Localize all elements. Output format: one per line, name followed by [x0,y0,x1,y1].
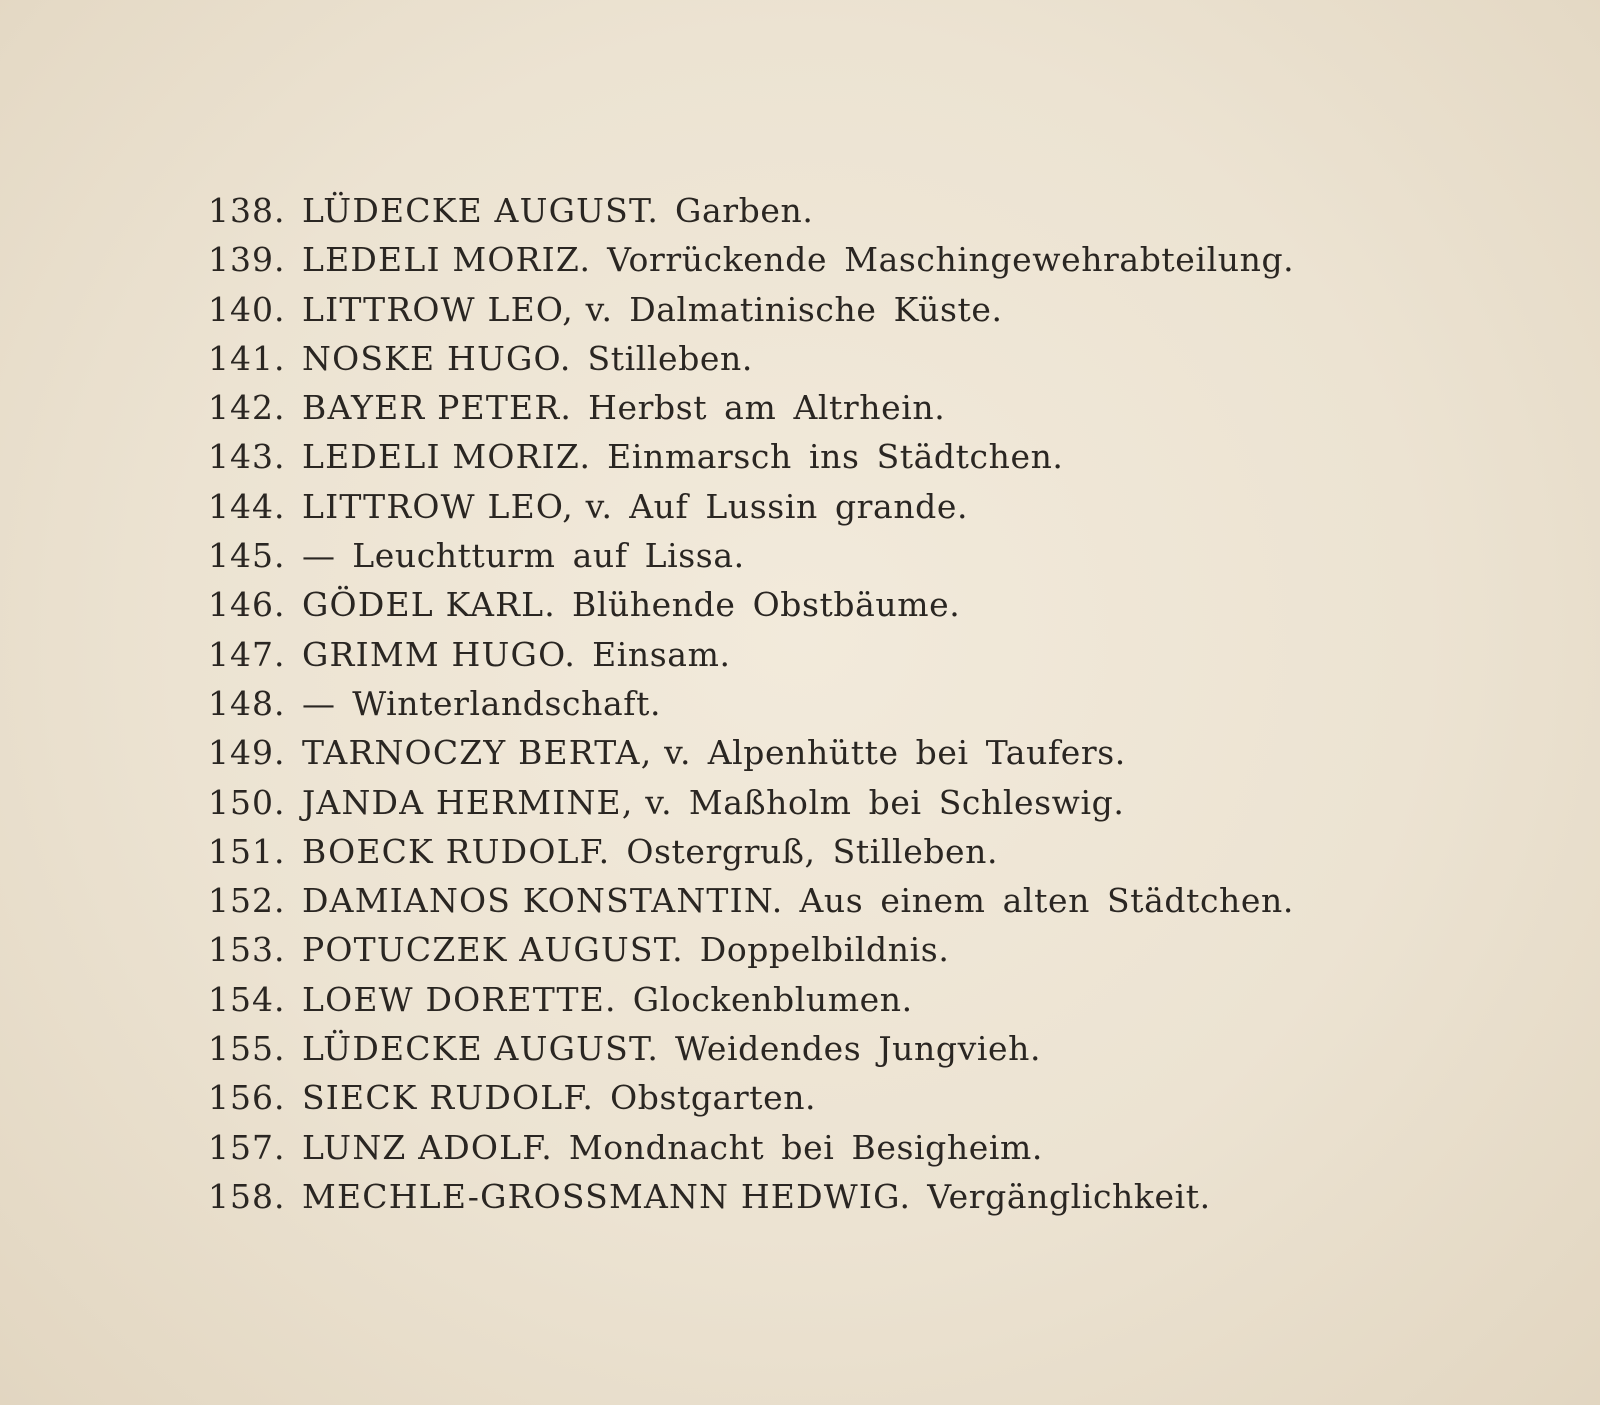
entry-artist: LÜDECKE AUGUST. [302,1029,660,1069]
catalog-entry [208,334,1294,383]
entry-artist: — [302,683,337,723]
entry-number: 139. [208,240,286,280]
catalog-entry [208,975,1294,1024]
entry-number: 155. [208,1029,286,1069]
catalog-entry [208,235,1294,284]
catalog-entry [208,432,1294,481]
entry-title: Garben. [675,191,814,230]
entry-title: Dalmatinische Küste. [629,289,1003,329]
entry-number: 149. [208,733,286,773]
entry-title: Stilleben. [587,338,753,378]
entry-title: Glockenblumen. [632,979,913,1019]
catalog-entry [208,679,1294,728]
entry-title: Blühende Obstbäume. [571,585,961,625]
entry-title: Ostergruß, Stilleben. [626,831,999,871]
entry-number: 151. [208,831,286,871]
entry-artist: LITTROW LEO, v. [302,486,614,526]
catalog-entry [208,1172,1294,1221]
entry-title: Winterlandschaft. [352,683,662,723]
entry-number: 153. [208,930,286,970]
entry-artist: NOSKE HUGO. [302,338,572,378]
entry-artist: LOEW DORETTE. [302,979,617,1019]
entry-number: 138. [208,191,286,230]
catalog-entry [208,778,1294,827]
entry-number: 142. [208,388,286,428]
entry-title: Alpenhütte bei Taufers. [707,733,1126,773]
entry-number: 157. [208,1127,286,1167]
entry-number: 145. [208,536,286,576]
catalog-entry [208,925,1294,974]
catalog-entry [208,1073,1294,1122]
entry-title: Doppelbildnis. [699,930,950,970]
entry-title: Einsam. [592,634,731,674]
entry-artist: GÖDEL KARL. [302,585,556,625]
entry-number: 147. [208,634,286,674]
catalog-entry [208,876,1294,925]
entry-artist: LEDELI MORIZ. [302,437,592,477]
entry-title: Obstgarten. [610,1078,817,1118]
entry-artist: JANDA HERMINE, v. [302,782,673,822]
entry-number: 144. [208,486,286,526]
entry-number: 146. [208,585,286,625]
entry-title: Auf Lussin grande. [629,486,969,526]
entry-number: 156. [208,1078,286,1118]
entry-number: 143. [208,437,286,477]
catalog-entry [208,580,1294,629]
catalog-entry [208,531,1294,580]
catalog-entry [208,383,1294,432]
entry-artist: BOECK RUDOLF. [302,831,611,871]
entry-artist: LITTROW LEO, v. [302,289,614,329]
catalog-entry [208,285,1294,334]
entry-artist: DAMIANOS KONSTANTIN. [302,881,784,921]
catalog-entry [208,728,1294,777]
entry-title: Weidendes Jungvieh. [675,1029,1042,1069]
entry-title: Vorrückende Maschingewehrabteilung. [607,240,1295,280]
entry-number: 150. [208,782,286,822]
entry-title: Mondnacht bei Besigheim. [568,1127,1043,1167]
catalog-entry [208,827,1294,876]
entry-number: 141. [208,338,286,378]
entry-number: 140. [208,289,286,329]
entry-title: Einmarsch ins Städtchen. [607,437,1064,477]
entry-number: 152. [208,881,286,921]
catalog-entry [208,1123,1294,1172]
catalog-entry [208,186,1294,235]
entry-artist: LÜDECKE AUGUST. [302,191,660,230]
entry-number: 154. [208,979,286,1019]
catalog-entry-list [208,186,1294,1221]
entry-artist: POTUCZEK AUGUST. [302,930,684,970]
catalog-entry [208,482,1294,531]
entry-artist: TARNOCZY BERTA, v. [302,733,692,773]
entry-title: Vergänglichkeit. [927,1176,1211,1216]
entry-artist: SIECK RUDOLF. [302,1078,595,1118]
catalog-entry [208,1024,1294,1073]
entry-artist: BAYER PETER. [302,388,573,428]
entry-title: Maßholm bei Schleswig. [688,782,1125,822]
entry-artist: MECHLE-GROSSMANN HEDWIG. [302,1176,912,1216]
entry-artist: LUNZ ADOLF. [302,1127,553,1167]
entry-artist: GRIMM HUGO. [302,634,577,674]
entry-artist: — [302,536,337,576]
entry-title: Herbst am Altrhein. [588,388,946,428]
entry-artist: LEDELI MORIZ. [302,240,592,280]
entry-title: Aus einem alten Städtchen. [799,881,1294,921]
entry-title: Leuchtturm auf Lissa. [352,536,745,576]
entry-number: 148. [208,683,286,723]
catalog-entry [208,630,1294,679]
entry-number: 158. [208,1176,286,1216]
